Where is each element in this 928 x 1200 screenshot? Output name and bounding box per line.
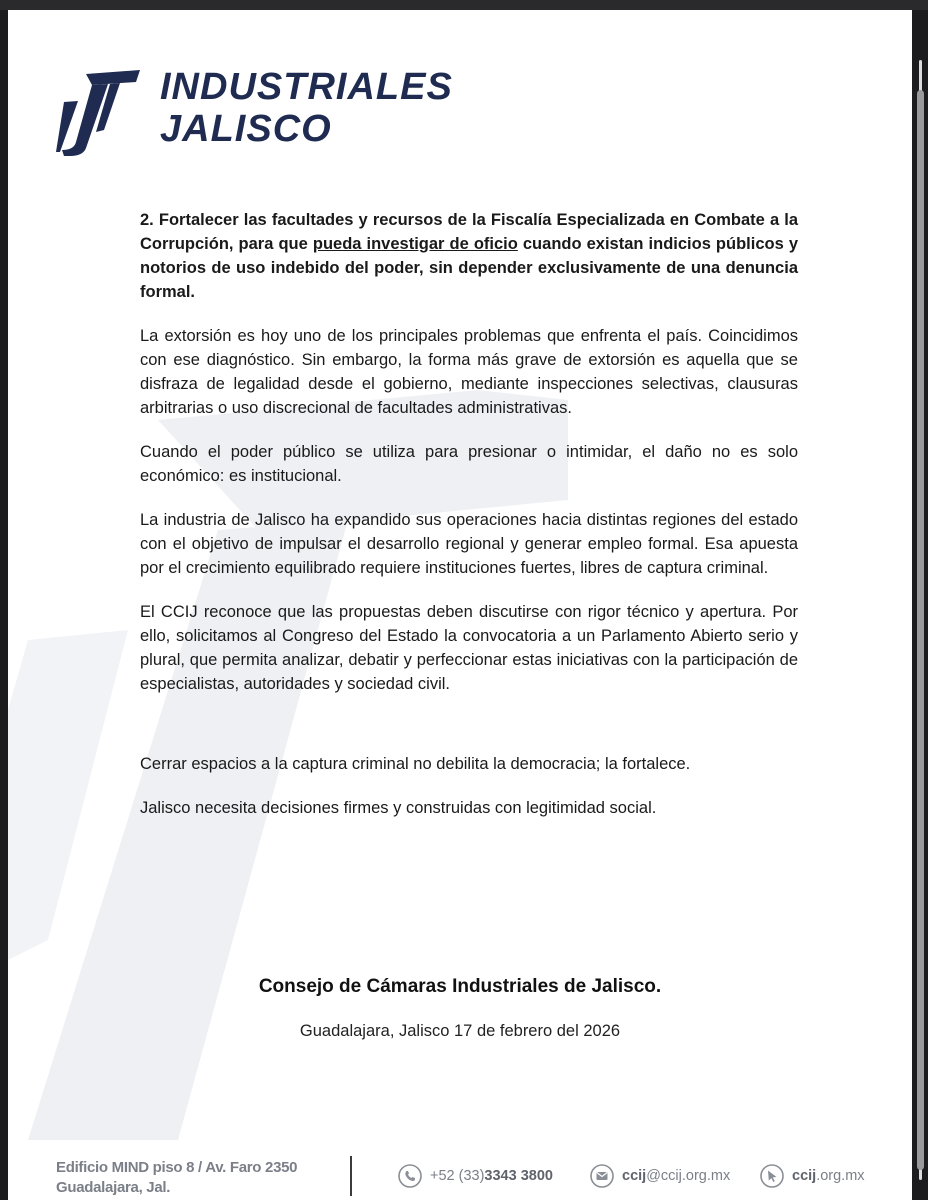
- footer-phone[interactable]: [398, 1164, 553, 1188]
- footer-website[interactable]: [760, 1164, 865, 1188]
- brand-wordmark: [160, 66, 453, 150]
- lead-text-start: 2. Fortalecer las facultades y recursos de la Fiscalía Especializada en Combate a la Corrupción, para que: [140, 211, 798, 253]
- body-paragraph: El CCIJ reconoce que las propuestas deben discutirse con rigor técnico y apertura. Por ello, solicitamos al Congreso del Estado la convocatoria a un Parlamento Abierto serio y plural, que permita analizar, debatir y perfeccionar estas iniciativas con la participación de especialistas, autoridades y sociedad civil.: [140, 603, 798, 693]
- footer-divider: [350, 1156, 352, 1196]
- phone-prefix: +52 (33): [430, 1168, 485, 1184]
- footer-email[interactable]: [590, 1164, 730, 1188]
- web-domain: .org.mx: [816, 1168, 865, 1184]
- signature: Consejo de Cámaras Industriales de Jalisco.: [258, 976, 662, 997]
- brand-line-2: JALISCO: [160, 108, 332, 150]
- lead-text-end: cuando existan indicios públicos y notorios de uso indebido del poder, sin depender exclusivamente de una denuncia formal.: [140, 235, 799, 301]
- cursor-icon: [760, 1164, 784, 1188]
- dateline: Guadalajara, Jalisco 17 de febrero del 2026: [299, 1022, 621, 1040]
- footer-address: [56, 1158, 297, 1198]
- body-paragraph: La industria de Jalisco ha expandido sus operaciones hacia distintas regiones del estado con el objetivo de impulsar el desarrollo regional y generar empleo formal. Esa apuesta por el crecimiento equilibrado requiere instituciones fuertes, libres de captura criminal.: [140, 511, 798, 577]
- address-line-2: Guadalajara, Jal.: [56, 1179, 171, 1196]
- lead-paragraph: [140, 208, 798, 304]
- scrollbar-thumb[interactable]: [917, 90, 924, 1170]
- phone-icon: [398, 1164, 422, 1188]
- address-line-1: Edificio MIND piso 8 / Av. Faro 2350: [56, 1159, 298, 1176]
- body-paragraph: Cuando el poder público se utiliza para presionar o intimidar, el daño no es solo económico: es institucional.: [140, 443, 798, 485]
- letter-body: [140, 208, 798, 840]
- document-page: [8, 10, 912, 1200]
- email-user: ccij: [622, 1168, 647, 1184]
- industriales-jalisco-logo-icon: [56, 70, 141, 158]
- top-bar: [0, 0, 928, 10]
- email-domain: @ccij.org.mx: [646, 1168, 731, 1184]
- web-name: ccij: [792, 1168, 817, 1184]
- body-paragraph: La extorsión es hoy uno de los principales problemas que enfrenta el país. Coincidimos con ese diagnóstico. Sin embargo, la forma más grave de extorsión es aquella que se disfraza de legalidad desde el gobierno, mediante inspecciones selectivas, clausuras arbitrarias o uso discrecional de facultades administrativas.: [140, 327, 798, 417]
- closing-line: Jalisco necesita decisiones firmes y construidas con legitimidad social.: [140, 799, 657, 817]
- lead-text-underlined: pueda investigar de oficio: [312, 235, 518, 253]
- mail-icon: [590, 1164, 614, 1188]
- footer: [8, 1150, 912, 1200]
- brand-line-1: INDUSTRIALES: [160, 66, 453, 108]
- closing-line: Cerrar espacios a la captura criminal no debilita la democracia; la fortalece.: [140, 755, 691, 773]
- scrollbar[interactable]: [914, 60, 926, 1180]
- spacer: [140, 716, 798, 752]
- phone-number: 3343 3800: [484, 1168, 553, 1184]
